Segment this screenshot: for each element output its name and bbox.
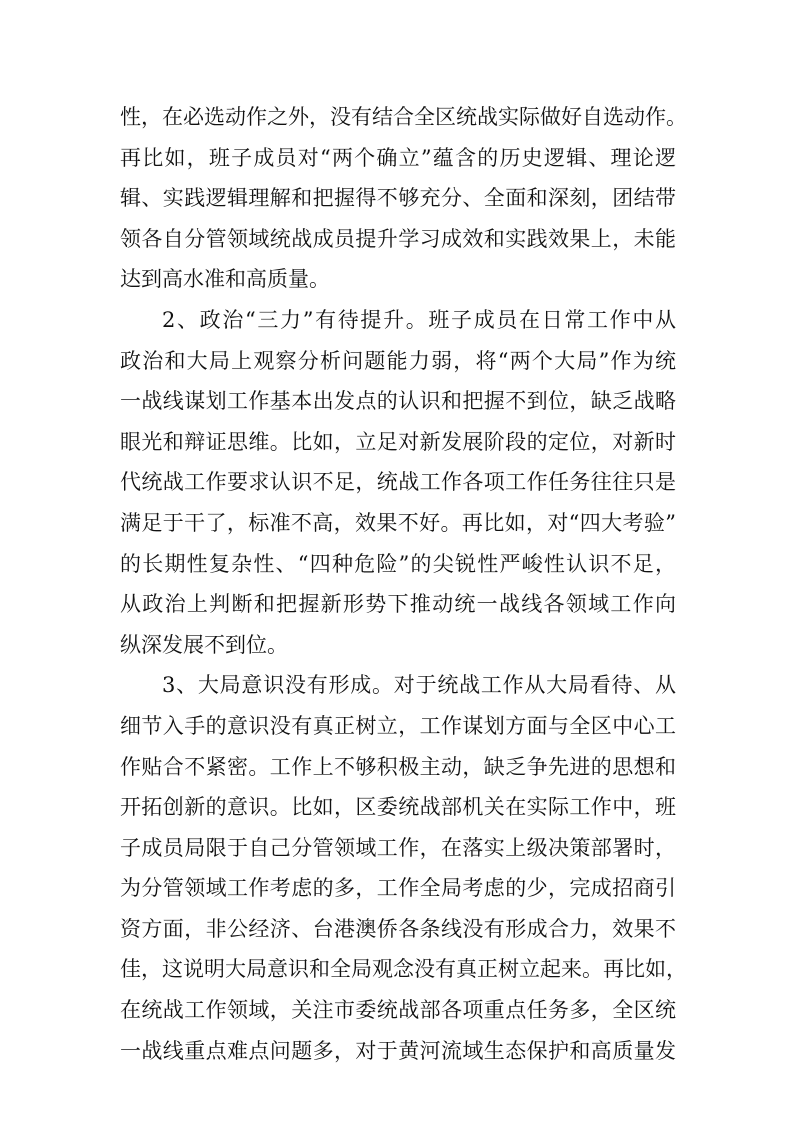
- text-line: 子成员局限于自己分管领域工作，在落实上级决策部署时，: [120, 835, 676, 860]
- text-line: 作贴合不紧密。工作上不够积极主动，缺乏争先进的思想和: [120, 754, 676, 779]
- text-line: 开拓创新的意识。比如，区委统战部机关在实际工作中，班: [120, 795, 676, 820]
- paragraph-heading-line: 2、政治“三力”有待提升。班子成员在日常工作中从: [162, 307, 676, 332]
- paragraph-3-overall-awareness: [120, 665, 687, 1071]
- text-line: 达到高水准和高质量。: [120, 267, 330, 292]
- text-line: 再比如，班子成员对“两个确立”蕴含的历史逻辑、理论逻: [120, 145, 676, 170]
- text-line: 辑、实践逻辑理解和把握得不够充分、全面和深刻，团结带: [120, 186, 676, 211]
- text-line: 一战线重点难点问题多，对于黄河流域生态保护和高质量发: [120, 1038, 676, 1063]
- text-line: 细节入手的意识没有真正树立，工作谋划方面与全区中心工: [120, 713, 676, 738]
- text-line: 的长期性复杂性、“四种危险”的尖锐性严峻性认识不足，: [120, 551, 676, 576]
- text-line: 代统战工作要求认识不足，统战工作各项工作任务往往只是: [120, 470, 676, 495]
- text-line: 政治和大局上观察分析问题能力弱，将“两个大局”作为统: [120, 348, 676, 373]
- document-page: [120, 97, 687, 1071]
- paragraph-heading-line: 3、大局意识没有形成。对于统战工作从大局看待、从: [162, 673, 676, 698]
- text-line: 眼光和辩证思维。比如，立足对新发展阶段的定位，对新时: [120, 429, 676, 454]
- text-line: 满足于干了，标准不高，效果不好。再比如，对“四大考验”: [120, 510, 676, 535]
- text-line: 一战线谋划工作基本出发点的认识和把握不到位，缺乏战略: [120, 389, 676, 414]
- text-line: 资方面，非公经济、台港澳侨各条线没有形成合力，效果不: [120, 916, 676, 941]
- text-line: 纵深发展不到位。: [120, 632, 288, 657]
- text-line: 在统战工作领域，关注市委统战部各项重点任务多，全区统: [120, 998, 676, 1023]
- paragraph-continued: [120, 97, 687, 300]
- paragraph-2-political-capacity: [120, 300, 676, 665]
- text-line: 领各自分管领域统战成员提升学习成效和实践效果上，未能: [120, 226, 676, 251]
- text-line: 性，在必选动作之外，没有结合全区统战实际做好自选动作。: [120, 105, 687, 129]
- text-line: 为分管领域工作考虑的多，工作全局考虑的少，完成招商引: [120, 876, 676, 901]
- text-line: 从政治上判断和把握新形势下推动统一战线各领域工作向: [120, 592, 676, 617]
- text-line: 佳，这说明大局意识和全局观念没有真正树立起来。再比如，: [120, 957, 687, 982]
